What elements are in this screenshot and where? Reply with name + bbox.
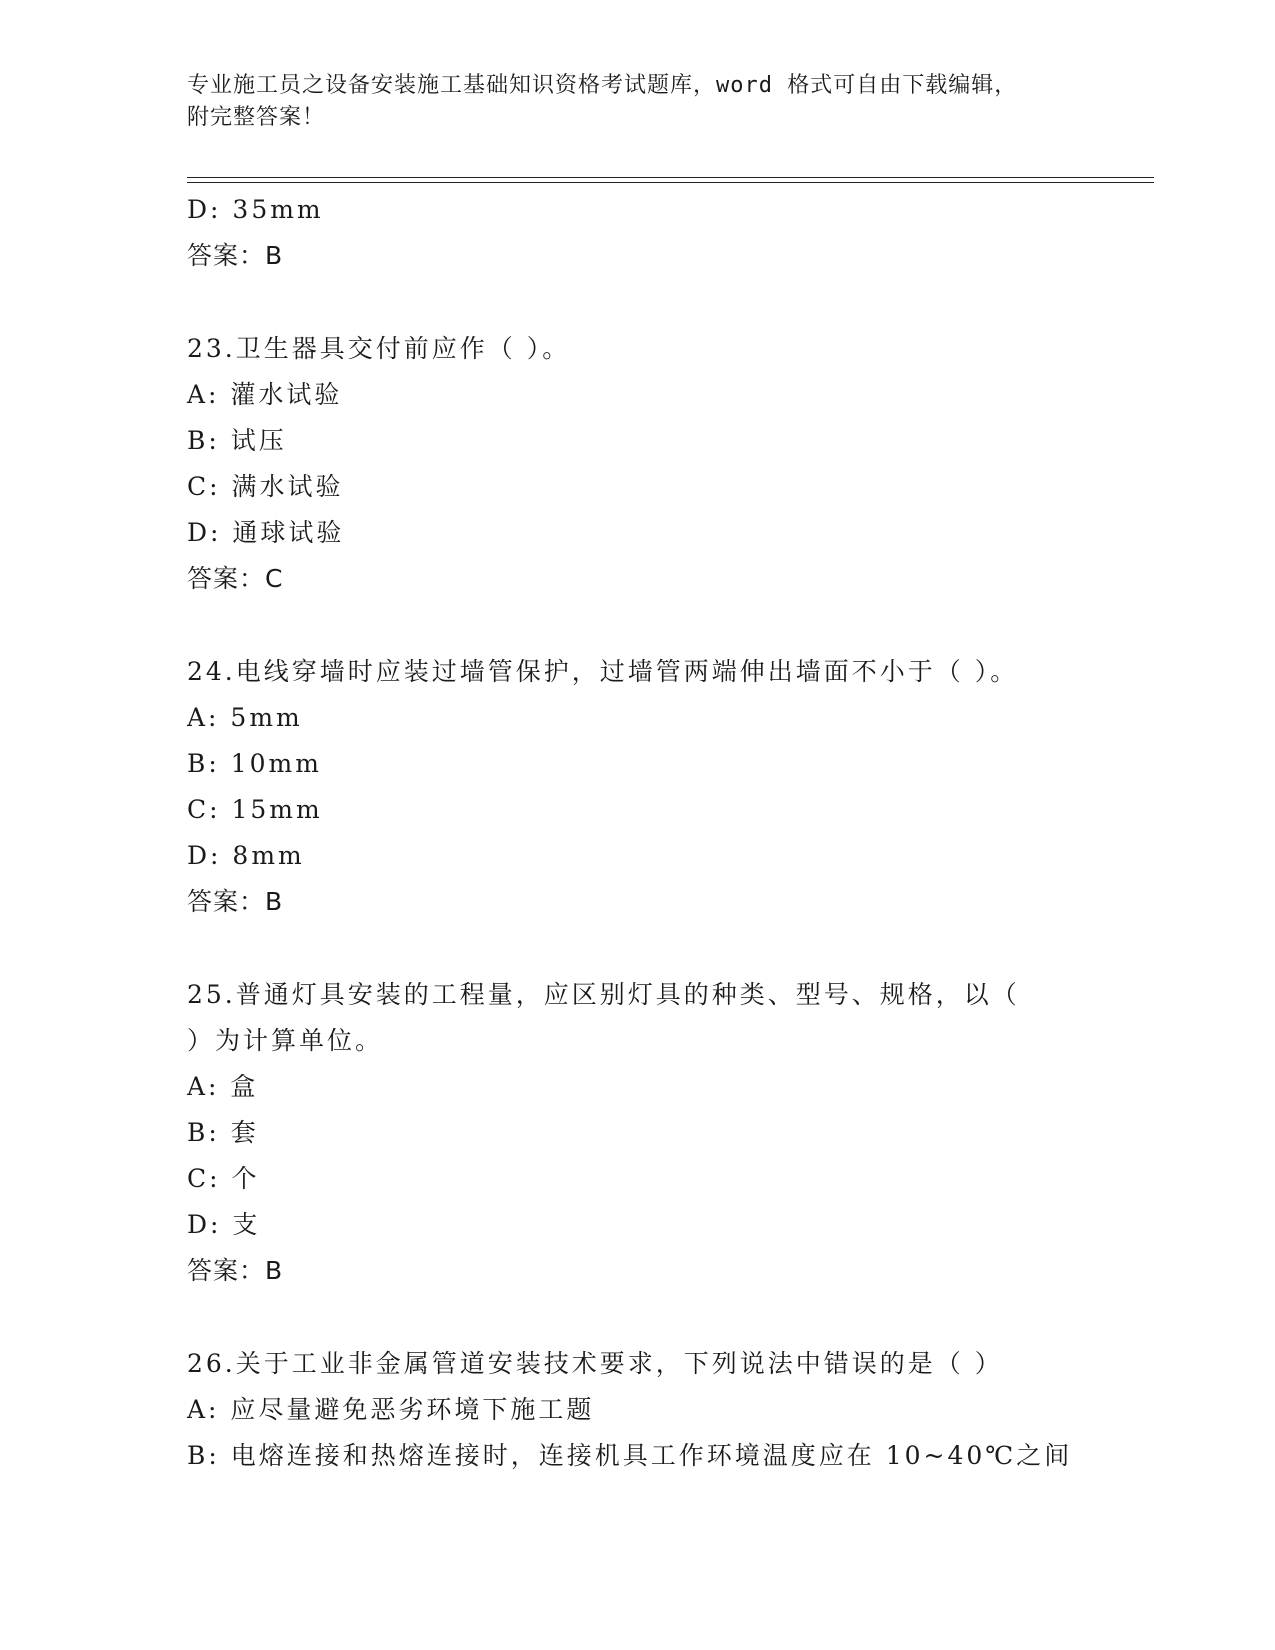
question-text: 23.卫生器具交付前应作（ ）。 [187,334,571,363]
answer: 答案：B [187,887,284,916]
option-a: A: 盒 [187,1072,259,1101]
question-text-line-1: 25.普通灯具安装的工程量，应区别灯具的种类、型号、规格，以（ [187,980,1020,1009]
option-c: C: 15mm [187,795,323,824]
question-list [187,187,1147,1479]
option-a: A: 5mm [187,703,303,732]
option-c: C: 满水试验 [187,472,344,501]
question-text: 24.电线穿墙时应装过墙管保护，过墙管两端伸出墙面不小于（ ）。 [187,657,1019,686]
option-d: D: 通球试验 [187,518,345,547]
option-c: C: 个 [187,1164,260,1193]
document-header [187,70,1087,134]
option-b: B: 10mm [187,749,322,778]
question-text-line-2: ）为计算单位。 [187,1026,384,1055]
header-line-2: 附完整答案！ [187,105,326,130]
option-a: A: 应尽量避免恶劣环境下施工题 [187,1395,595,1424]
answer: 答案：B [187,1256,284,1285]
option-d: D: 8mm [187,841,305,870]
question-25 [187,972,1147,1294]
header-line-1: 专业施工员之设备安装施工基础知识资格考试题库，word 格式可自由下载编辑， [187,73,1018,98]
option-a: A: 灌水试验 [187,380,343,409]
option-d: D: 35mm [187,195,324,224]
answer: 答案：C [187,564,284,593]
header-divider-top [187,177,1154,178]
question-26 [187,1341,1147,1479]
option-d: D: 支 [187,1210,261,1239]
question-24 [187,649,1147,925]
question-text: 26.关于工业非金属管道安装技术要求，下列说法中错误的是（ ） [187,1349,1003,1378]
option-b: B: 套 [187,1118,259,1147]
option-b: B: 电熔连接和热熔连接时，连接机具工作环境温度应在 10~40℃之间 [187,1441,1073,1470]
question-22-tail [187,187,1147,279]
option-b: B: 试压 [187,426,287,455]
answer: 答案：B [187,241,284,270]
header-divider-bottom [187,182,1154,183]
question-23 [187,326,1147,602]
